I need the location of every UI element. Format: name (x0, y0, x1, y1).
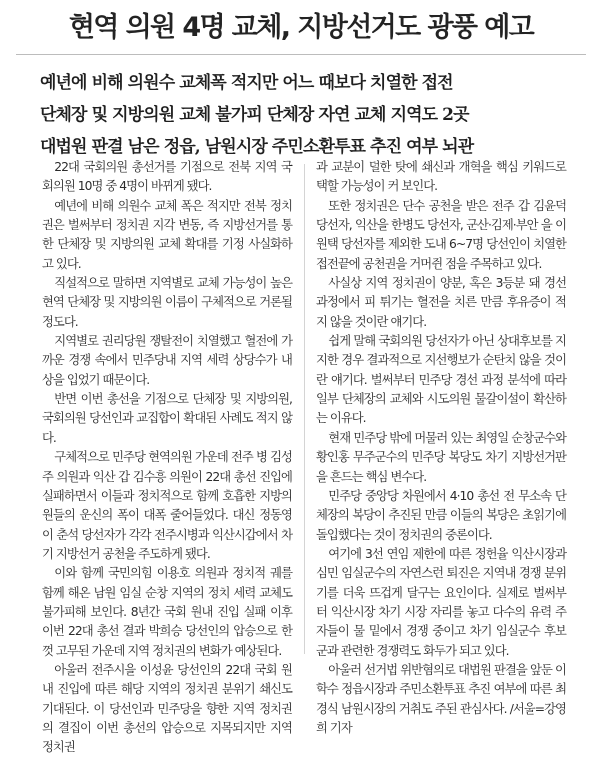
body-paragraph: 쉽게 말해 국회의원 당선자가 아닌 상대후보를 지지한 경우 결과적으로 지선행보가 순탄치 않을 것이란 얘기다. 벌써부터 민주당 경선 과정 분석에 따라 일부 단체장의 교체와 시도의원 물갈이설이 확산하는 이유다. (316, 334, 566, 426)
body-paragraph: 여기에 3선 연임 제한에 따른 정헌율 익산시장과 심민 임실군수의 자연스런 퇴진은 지역내 경쟁 분위기를 더욱 뜨겁게 달구는 요인이다. 실제로 벌써부터 익산시장 차기 시장 자리를 놓고 다수의 유력 주자들이 물 밑에서 경쟁 중이고 차기 임실군수 후보군과 관련한 경쟁력도 화두가 되고 있다. (316, 546, 566, 658)
body-paragraph: 과 교분이 덜한 탓에 쇄신과 개혁을 핵심 키워드로 택할 가능성이 커 보인다. (316, 160, 566, 194)
column-divider (304, 164, 305, 654)
body-paragraph: 직설적으로 말하면 지역별로 교체 가능성이 높은 현역 단체장 및 지방의원 이름이 구체적으로 거론될 정도다. (42, 276, 292, 329)
body-paragraph: 반면 이번 총선을 기점으로 단체장 및 지방의원, 국회의원 당선인과 교집합이 확대된 사례도 적지 않다. (42, 392, 292, 445)
subheadline: 대법원 판결 남은 정읍, 남원시장 주민소환투표 추진 여부 뇌관 (40, 137, 474, 157)
body-paragraph: 또한 정치권은 단수 공천을 받은 전주 갑 김윤덕 당선자, 익산을 한병도 당선자, 군산·김제·부안 을 이원택 당선자를 제외한 도내 6~7명 당선인이 치열한 접전끝에 공천권을 거머쥔 점을 주목하고 있다. (316, 198, 566, 271)
body-paragraph: 22대 국회의원 총선거를 기점으로 전북 지역 국회의원 10명 중 4명이 바뀌게 됐다. (42, 160, 292, 194)
body-paragraph-with-byline: 아울러 선거법 위반혐의로 대법원 판결을 앞둔 이학수 정읍시장과 주민소환투표 추진 여부에 따른 최경식 남원시장의 거취도 주된 관심사다. /서울=강영희 기자 (316, 662, 566, 735)
article-headline: 현역 의원 4명 교체, 지방선거도 광풍 예고 (68, 12, 534, 43)
subheadline-block (16, 67, 586, 163)
body-paragraph: 구체적으로 민주당 현역의원 가운데 전주 병 김성주 의원과 익산 갑 김수흥 의원이 22대 총선 진입에 실패하면서 이들과 정치적으로 함께 호흡한 지방의원들의 운신의 폭이 대폭 줄어들었다. 대신 정동영이 춘석 당선자가 각각 전주시병과 익산시갑에서 차기 지방선거 공천을 주도하게 됐다. (42, 450, 292, 561)
body-paragraph: 이와 함께 국민의힘 이용호 의원과 정치적 궤를 함께 해온 남원 임실 순창 지역의 정치 세력 교체도 불가피해 보인다. 8년간 국회 원내 진입 실패 이후 이번 22대 총선 결과 박희승 당선인의 압승으로 한껏 고무된 가운데 지역 정치권의 변화가 예상된다. (42, 566, 292, 658)
body-paragraph: 예년에 비해 의원수 교체 폭은 적지만 전북 정치권은 벌써부터 정치권 지각 변동, 즉 지방선거를 통한 단체장 및 지방의원 교체 확대를 기정 사실화하고 있다. (42, 198, 292, 271)
subheadline: 예년에 비해 의원수 교체폭 적지만 어느 때보다 치열한 접전 (40, 73, 453, 93)
article-column-left (42, 158, 292, 758)
body-paragraph: 아울러 전주시을 이성윤 당선인의 22대 국회 원내 진입에 따른 해당 지역의 정치권 분위기 쇄신도 기대된다. 이 당선인과 민주당을 향한 지역 정치권의 결집이 이번 총선의 압승으로 지목되지만 지역 정치권 (42, 662, 292, 755)
body-paragraph: 민주당 중앙당 차원에서 4·10 총선 전 무소속 단체장의 복당이 추진된 만큼 이들의 복당은 초읽기에 돌입했다는 것이 정치권의 중론이다. (316, 488, 566, 542)
body-paragraph: 지역별로 권리당원 쟁탈전이 치열했고 혈전에 가까운 경쟁 속에서 민주당내 지역 세력 상당수가 내상을 입었기 때문이다. (42, 334, 292, 387)
article-body (42, 158, 566, 755)
body-paragraph: 사실상 지역 정치권이 양분, 혹은 3등분 돼 경선과정에서 피 튀기는 혈전을 치른 만큼 후유증이 적지 않을 것이란 얘기다. (316, 276, 566, 329)
article-column-right (316, 158, 566, 738)
subheadline: 단체장 및 지방의원 교체 불가피 단체장 자연 교체 지역도 2곳 (40, 105, 469, 125)
headline-divider (16, 54, 586, 55)
body-paragraph: 현재 민주당 밖에 머물러 있는 최영일 순창군수와 황인홍 무주군수의 민주당 복당도 차기 지방선거판을 흔드는 핵심 변수다. (316, 430, 566, 484)
